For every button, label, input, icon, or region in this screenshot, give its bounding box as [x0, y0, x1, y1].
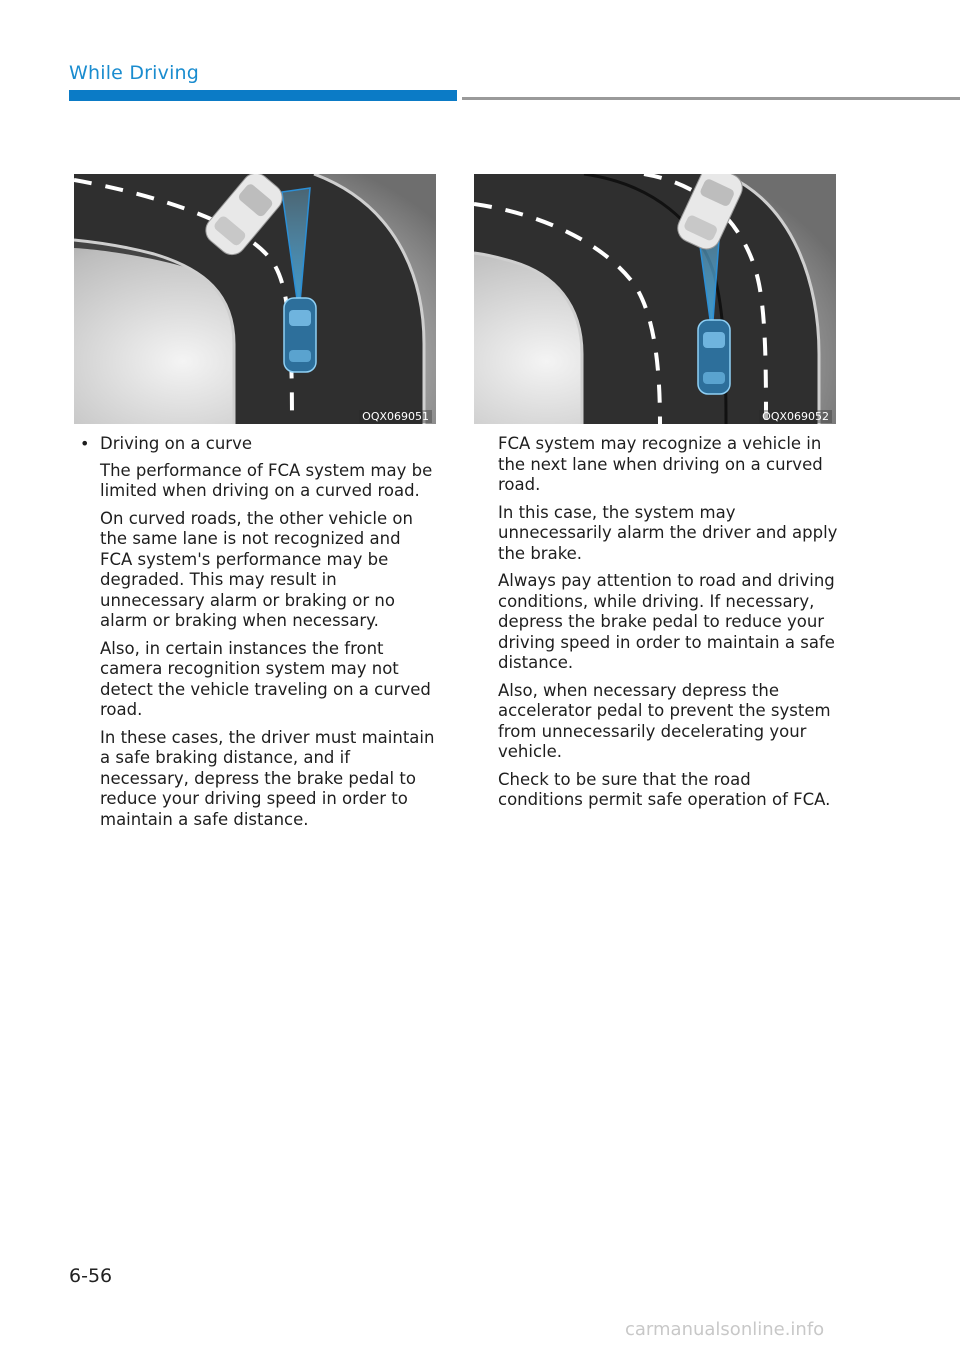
- figure-code: OQX069052: [759, 410, 832, 423]
- figure-left: [74, 174, 436, 424]
- paragraph: Also, when necessary depress the accelerator pedal to prevent the system from unnecessarily decelerating your vehicle.: [498, 680, 831, 761]
- section-title: While Driving: [69, 62, 200, 84]
- bullet-icon: •: [80, 434, 90, 453]
- paragraph: Also, in certain instances the front camera recognition system may not detect the vehicle traveling on a curved road.: [100, 638, 431, 719]
- paragraph: Check to be sure that the road conditions permit safe operation of FCA.: [498, 769, 831, 809]
- figure-code: OQX069051: [359, 410, 432, 423]
- paragraph: On curved roads, the other vehicle on the same lane is not recognized and FCA system's performance may be degraded. This may result in unnecessary alarm or braking or no alarm or braking when necessary.: [100, 508, 413, 630]
- paragraph: Always pay attention to road and driving conditions, while driving. If necessary, depress the brake pedal to reduce your driving speed in order to maintain a safe distance.: [498, 571, 835, 672]
- figure-right: [474, 174, 836, 424]
- watermark: carmanualsonline.info: [625, 1319, 825, 1340]
- bullet-heading: Driving on a curve: [100, 434, 252, 453]
- paragraph: The performance of FCA system may be limited when driving on a curved road.: [100, 460, 433, 500]
- page-number: 6-56: [69, 1265, 113, 1287]
- paragraph: FCA system may recognize a vehicle in the next lane when driving on a curved road.: [498, 434, 823, 494]
- car-curve-same-lane-illustration: [74, 174, 436, 424]
- car-curve-next-lane-illustration: [474, 174, 836, 424]
- header-rule-blue: [69, 90, 457, 101]
- bullet-item: [80, 434, 436, 455]
- paragraph: In these cases, the driver must maintain a safe braking distance, and if necessary, depress the brake pedal to reduce your driving speed in order to maintain a safe distance.: [100, 727, 435, 829]
- header-rule-grey: [462, 97, 960, 100]
- left-column: [80, 434, 436, 837]
- paragraph: In this case, the system may unnecessarily alarm the driver and apply the brake.: [498, 502, 838, 563]
- right-column: [498, 434, 838, 818]
